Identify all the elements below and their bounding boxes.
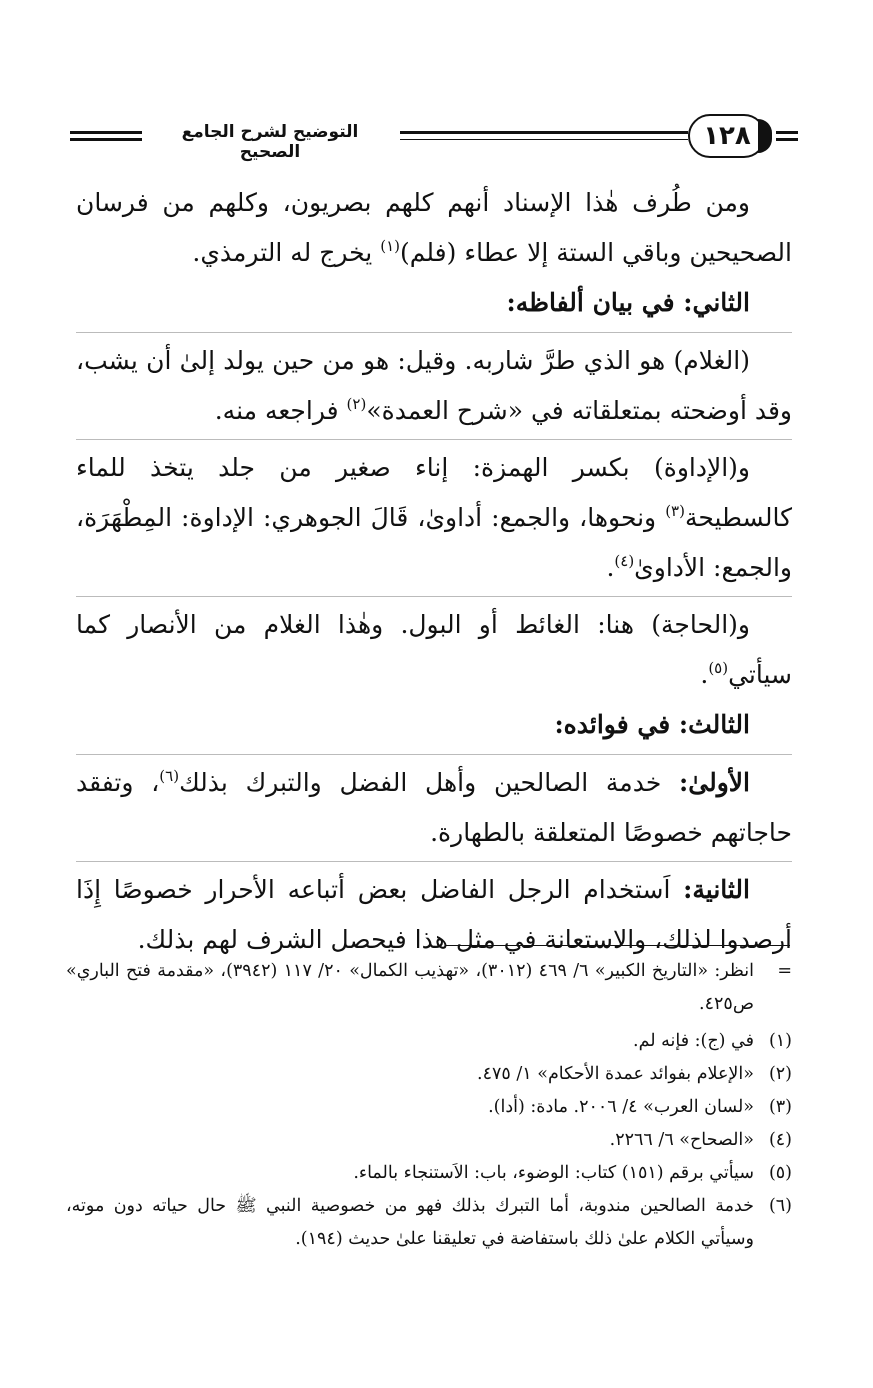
footnote-ref-5[interactable]: (٥)	[708, 659, 729, 677]
footnote-4	[66, 1124, 792, 1157]
footnote-text: انظر: «التاريخ الكبير» ٦/ ٤٦٩ (٣٠١٢)، «تهذيب الكمال» ٢٠/ ١١٧ (٣٩٤٢)، «مقدمة فتح الباري» ص٤٢٥.	[66, 961, 754, 1014]
footnote-text: «الصحاح» ٦/ ٢٢٦٦.	[609, 1130, 754, 1150]
text-run: ، وتفقد حاجاتهم خصوصًا المتعلقة بالطهارة.	[76, 768, 792, 847]
header-rule-right-top	[776, 131, 798, 134]
footnote-mark: (٤)	[768, 1130, 792, 1150]
footnote-mark: =	[777, 961, 792, 981]
footnote-text: «لسان العرب» ٤/ ٢٠٠٦. مادة: (أدا).	[488, 1097, 754, 1117]
footnote-ref-6[interactable]: (٦)	[159, 767, 180, 785]
paragraph-ghulam	[76, 336, 792, 436]
footnote-mark: (٥)	[768, 1163, 792, 1183]
benefit-label: الثانية:	[683, 875, 750, 904]
line-separator	[76, 596, 792, 597]
heading-third: الثالث: في فوائده:	[554, 710, 750, 739]
footnote-ref-3[interactable]: (٣)	[665, 502, 685, 520]
footnote-ref-2[interactable]: (٢)	[346, 395, 367, 413]
header-rule-middle-top	[400, 131, 688, 134]
footnote-mark: (٣)	[768, 1097, 792, 1117]
text-run: يخرج له الترمذي.	[192, 238, 381, 267]
footnote-2	[66, 1058, 792, 1091]
paragraph-benefit-second	[76, 865, 792, 965]
line-separator	[76, 332, 792, 333]
benefit-label: الأولىٰ:	[679, 768, 750, 797]
header-rule-left-bottom	[70, 138, 142, 141]
running-header	[0, 108, 873, 166]
footnote-separator	[445, 945, 790, 946]
header-rule-left-top	[70, 131, 142, 134]
footnote-text: سيأتي برقم (١٥١) كتاب: الوضوء، باب: الاَستنجاء بالماء.	[353, 1163, 754, 1183]
text-run: .	[606, 553, 615, 582]
header-rule-right-bottom	[776, 138, 798, 141]
footnote-continuation	[66, 955, 792, 1021]
heading-second: الثاني: في بيان ألفاظه:	[506, 288, 750, 317]
footnote-ref-1[interactable]: (١)	[380, 237, 400, 255]
footnotes	[66, 955, 792, 1256]
line-separator	[76, 861, 792, 862]
footnote-text: خدمة الصالحين مندوبة، أما التبرك بذلك فهو من خصوصية النبي ﷺ حال حياته دون موته، وسيأتي الكلام علىٰ ذلك باستفاضة في تعليقنا علىٰ حديث (١٩٤).	[66, 1196, 754, 1249]
footnote-text: «الإعلام بفوائد عمدة الأحكام» ١/ ٤٧٥.	[477, 1064, 754, 1084]
text-run: ونحوها، والجمع: أداوىٰ، قَالَ الجوهري: الإداوة: المِطْهَرَة، والجمع: الأداوىٰ	[76, 503, 792, 582]
text-run: .	[700, 660, 709, 689]
text-run: اَستخدام الرجل الفاضل بعض أتباعه الأحرار خصوصًا إِذَا أرصدوا لذلك، والاستعانة في مثل هذا فيحصل الشرف لهم بذلك.	[76, 875, 792, 954]
main-text	[76, 178, 792, 965]
footnote-5	[66, 1157, 792, 1190]
header-rule-middle-bottom	[400, 139, 688, 140]
text-run: خدمة الصالحين وأهل الفضل والتبرك بذلك	[179, 768, 680, 797]
paragraph-haja	[76, 600, 792, 700]
paragraph-isnad	[76, 178, 792, 278]
line-separator	[76, 439, 792, 440]
footnote-ref-4[interactable]: (٤)	[614, 552, 635, 570]
footnote-mark: (٢)	[768, 1064, 792, 1084]
footnote-6	[66, 1190, 792, 1256]
text-run: ومن طُرف هٰذا الإسناد أنهم كلهم بصريون، وكلهم من فرسان الصحيحين وباقي الستة إلا عطاء (فلم)	[76, 188, 792, 267]
text-run: و(الإداوة) بكسر الهمزة: إناء صغير من جلد يتخذ للماء كالسطيحة	[76, 453, 792, 532]
paragraph-benefit-first	[76, 758, 792, 858]
line-separator	[76, 754, 792, 755]
footnote-3	[66, 1091, 792, 1124]
page-number: ١٢٨	[688, 114, 766, 158]
text-run: (الغلام) هو الذي طرَّ شاربه. وقيل: هو من حين يولد إلىٰ أن يشب، وقد أوضحته بمتعلقاته في «شرح العمدة»	[76, 346, 792, 425]
text-run: و(الحاجة) هنا: الغائط أو البول. وهٰذا الغلام من الأنصار كما سيأتي	[76, 610, 792, 689]
footnote-1	[66, 1025, 792, 1058]
footnote-mark: (١)	[768, 1031, 792, 1051]
footnote-mark: (٦)	[768, 1196, 792, 1216]
text-run: فراجعه منه.	[214, 396, 347, 425]
paragraph-idawa	[76, 443, 792, 593]
footnote-text: في (ج): فإنه لم.	[633, 1031, 754, 1051]
running-title: التوضيح لشرح الجامع الصحيح	[181, 122, 359, 162]
